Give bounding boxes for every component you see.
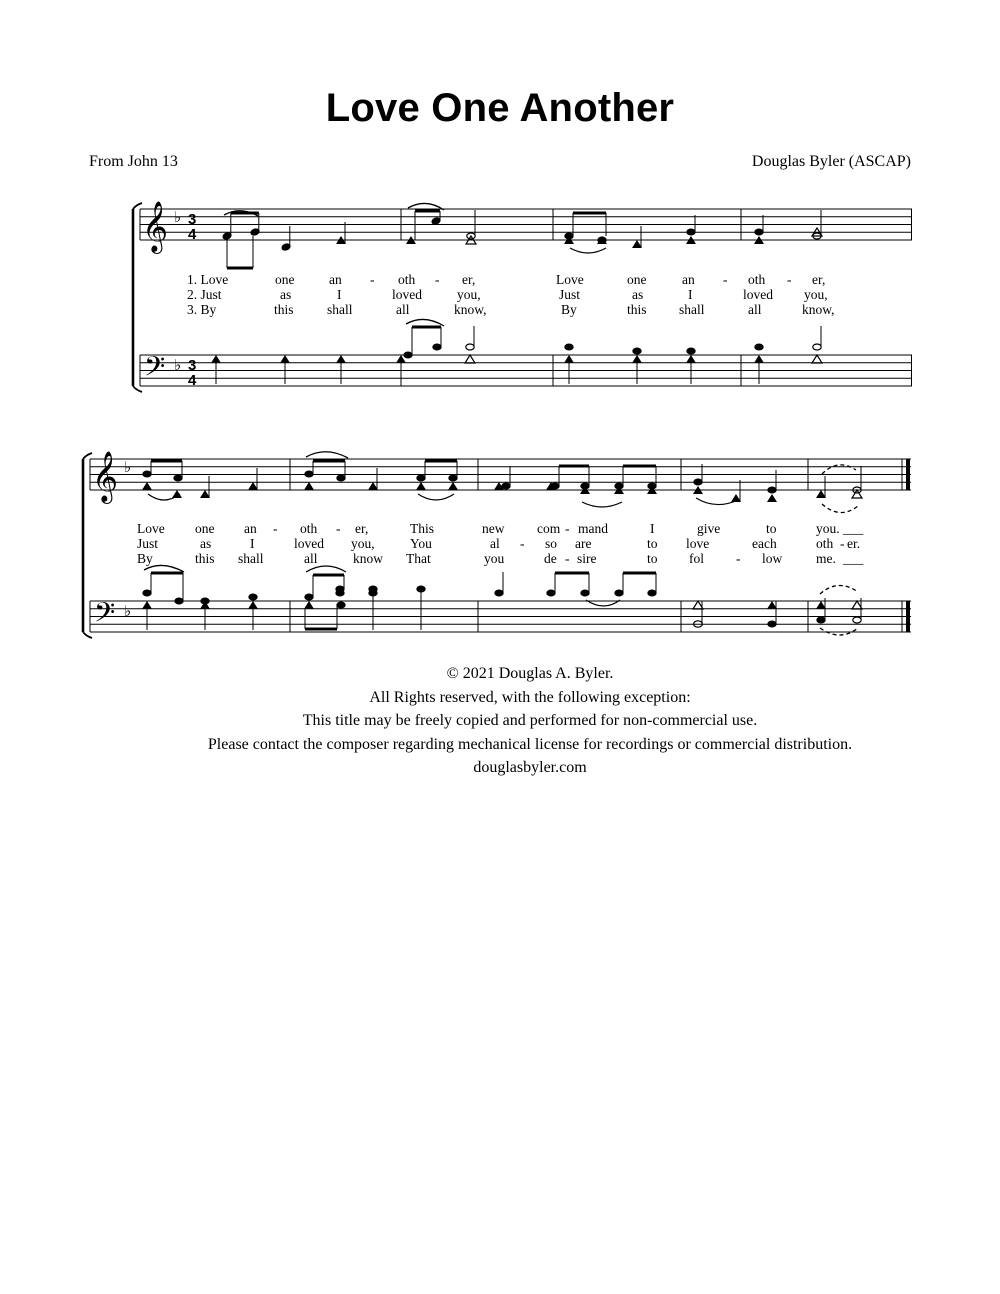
lyric-syllable: as [200, 536, 212, 551]
lyric-syllable: oth [748, 272, 766, 287]
lyric-hyphen: - [336, 521, 341, 536]
lyric-syllable: al [490, 536, 500, 551]
lyric-syllable: you. [816, 521, 840, 536]
lyric-syllable: one [627, 272, 647, 287]
bass-staff-1 [140, 355, 912, 386]
lyrics-system-1 [187, 272, 835, 317]
lyric-syllable: all [748, 302, 762, 317]
page-title: Love One Another [325, 86, 675, 130]
bass-notes-1 [211, 319, 822, 384]
lyric-hyphen: - [565, 521, 570, 536]
bass-clef-icon: 𝄢 [144, 350, 166, 389]
lyric-syllable: to [647, 536, 658, 551]
lyric-syllable: Just [137, 536, 159, 551]
lyric-syllable: shall [679, 302, 705, 317]
key-signature-flat-icon: ♭ [124, 602, 132, 620]
lyric-syllable: all [304, 551, 318, 566]
composer-credit: Douglas Byler (ASCAP) [751, 153, 911, 170]
lyric-hyphen: - [520, 536, 525, 551]
bass-staff-2 [90, 601, 911, 632]
lyric-syllable: 3. By [187, 302, 217, 317]
lyric-syllable: shall [238, 551, 264, 566]
lyric-syllable: This [410, 521, 435, 536]
lyric-syllable: fol [689, 551, 704, 566]
lyric-syllable: er, [355, 521, 369, 536]
treble-clef-icon: 𝄞 [92, 451, 119, 502]
lyric-syllable: an [244, 521, 257, 536]
system-1-bracket [133, 203, 142, 392]
treble-notes-1 [222, 203, 822, 268]
lyric-syllable: one [275, 272, 295, 287]
lyric-hyphen: - [435, 272, 440, 287]
lyric-syllable: sire [577, 551, 597, 566]
lyric-syllable: an [682, 272, 695, 287]
lyric-hyphen: - [736, 551, 741, 566]
lyric-hyphen: - [273, 521, 278, 536]
lyric-syllable: know, [454, 302, 487, 317]
lyric-syllable: this [195, 551, 215, 566]
lyric-syllable: you, [351, 536, 375, 551]
copyright-footer [0, 662, 1000, 780]
lyric-syllable: know, [802, 302, 835, 317]
lyric-syllable: love [686, 536, 710, 551]
lyric-syllable: de [544, 551, 557, 566]
time-signature-unit: 4 [188, 226, 197, 243]
lyric-syllable: so [545, 536, 558, 551]
lyric-syllable: oth [816, 536, 834, 551]
lyric-syllable: loved [743, 287, 773, 302]
lyric-hyphen: - [565, 551, 570, 566]
lyric-syllable: oth [300, 521, 318, 536]
contact-line: Please contact the composer regarding mechanical license for recordings or commercial distribution. [207, 735, 853, 753]
lyric-syllable: as [632, 287, 644, 302]
lyric-syllable: you [484, 551, 505, 566]
text-source: From John 13 [89, 153, 178, 170]
lyric-syllable: give [697, 521, 721, 536]
lyric-syllable: By [137, 551, 153, 566]
verse-2-line-2 [137, 536, 860, 551]
lyric-syllable: mand [578, 521, 608, 536]
system-1 [133, 201, 912, 392]
verse-3-line-1 [187, 302, 835, 317]
lyric-syllable: By [561, 302, 577, 317]
lyric-syllable: me. [816, 551, 836, 566]
lyric-extender: ___ [843, 551, 864, 566]
lyric-hyphen: - [370, 272, 375, 287]
lyric-syllable: You [410, 536, 432, 551]
lyric-syllable: to [647, 551, 658, 566]
system-2 [83, 451, 911, 638]
lyric-syllable: each [752, 536, 777, 551]
lyric-syllable: loved [294, 536, 324, 551]
lyric-syllable: I [650, 521, 655, 536]
lyric-syllable: low [762, 551, 783, 566]
lyrics-system-2 [137, 521, 864, 566]
lyric-syllable: Just [559, 287, 581, 302]
lyric-syllable: 2. Just [187, 287, 222, 302]
rights-line: All Rights reserved, with the following exception: [369, 688, 691, 706]
lyric-syllable: one [195, 521, 215, 536]
lyric-syllable: to [766, 521, 777, 536]
verse-2-line-1 [187, 287, 828, 302]
time-signature-unit: 4 [188, 372, 197, 389]
lyric-hyphen: - [840, 536, 845, 551]
lyric-syllable: all [396, 302, 410, 317]
lyric-syllable: 1. Love [187, 272, 229, 287]
lyric-syllable: an [329, 272, 342, 287]
key-signature-flat-icon: ♭ [124, 458, 132, 476]
lyric-syllable: I [688, 287, 693, 302]
key-signature-flat-icon: ♭ [174, 208, 182, 226]
key-signature-flat-icon: ♭ [174, 356, 182, 374]
lyric-extender: ___ [843, 521, 864, 536]
time-signature-beats: 3 [188, 357, 197, 374]
lyric-hyphen: - [787, 272, 792, 287]
lyric-syllable: as [280, 287, 292, 302]
treble-clef-icon: 𝄞 [142, 201, 169, 252]
lyric-syllable: er, [462, 272, 476, 287]
lyric-syllable: this [627, 302, 647, 317]
lyric-syllable: shall [327, 302, 353, 317]
lyric-syllable: I [250, 536, 255, 551]
copyright-line: © 2021 Douglas A. Byler. [446, 665, 614, 682]
lyric-syllable: er, [812, 272, 826, 287]
lyric-syllable: Love [137, 521, 165, 536]
lyric-hyphen: - [723, 272, 728, 287]
lyric-syllable: Love [556, 272, 584, 287]
lyric-syllable: are [575, 536, 592, 551]
lyric-syllable: oth [398, 272, 416, 287]
bass-clef-icon: 𝄢 [94, 596, 116, 635]
permission-line: This title may be freely copied and performed for non-commercial use. [302, 712, 758, 729]
lyric-syllable: loved [392, 287, 422, 302]
website-link[interactable]: douglasbyler.com [473, 759, 587, 776]
lyric-syllable: this [274, 302, 294, 317]
lyric-syllable: That [406, 551, 431, 566]
verse-3-line-2 [137, 551, 864, 566]
lyric-syllable: you, [457, 287, 481, 302]
lyric-syllable: er. [847, 536, 861, 551]
verse-1-line-2 [137, 521, 864, 536]
lyric-syllable: com [537, 521, 561, 536]
system-2-bracket [83, 453, 92, 638]
verse-1-line-1 [187, 272, 825, 287]
lyric-syllable: know [353, 551, 383, 566]
lyric-syllable: you, [804, 287, 828, 302]
time-signature-beats: 3 [188, 211, 197, 228]
lyric-syllable: I [337, 287, 342, 302]
lyric-syllable: new [482, 521, 505, 536]
